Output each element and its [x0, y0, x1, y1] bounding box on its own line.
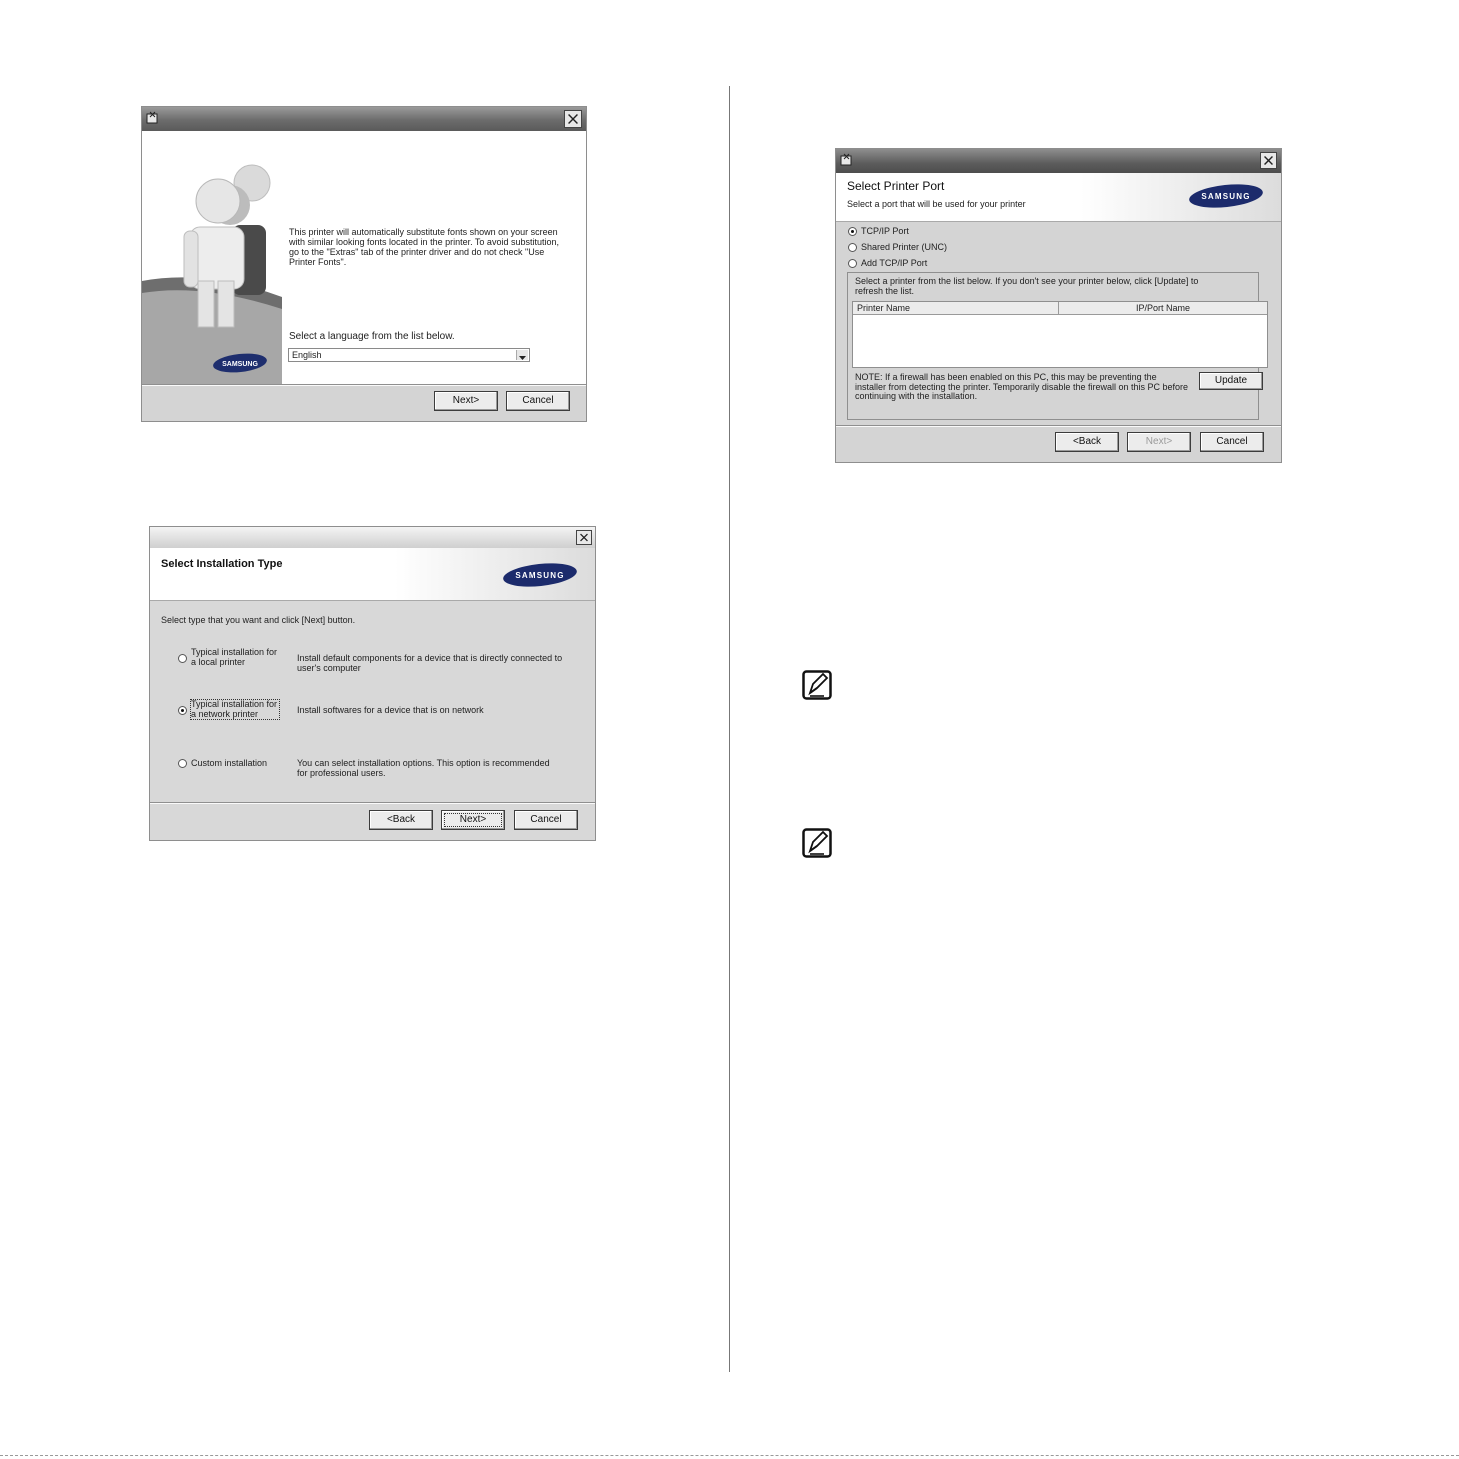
button-area-separator — [836, 425, 1281, 427]
installer-icon — [146, 111, 160, 125]
option-custom-description: You can select installation options. This option is recommended for professional users. — [297, 758, 550, 778]
language-selected: English — [292, 350, 322, 360]
port-add-label[interactable]: Add TCP/IP Port — [861, 258, 928, 268]
printer-list[interactable] — [852, 301, 1268, 368]
option-custom-label[interactable]: Custom installation — [191, 758, 268, 768]
port-shared-label[interactable]: Shared Printer (UNC) — [861, 242, 948, 252]
installation-type-dialog — [149, 526, 596, 841]
printer-list-group — [847, 272, 1259, 420]
logo-text: SAMSUNG — [515, 571, 565, 580]
title-bar — [150, 527, 595, 548]
cancel-button[interactable]: Cancel — [506, 391, 570, 411]
person-illustration — [142, 131, 282, 385]
port-tcpip-label[interactable]: TCP/IP Port — [861, 226, 909, 236]
option-local-radio[interactable] — [178, 654, 187, 663]
samsung-logo — [1188, 183, 1264, 209]
option-network-description: Install softwares for a device that is on network — [297, 705, 484, 715]
port-add-radio[interactable] — [848, 259, 857, 268]
back-button[interactable]: <Back — [1055, 432, 1119, 452]
language-dialog — [141, 106, 587, 422]
update-button[interactable]: Update — [1199, 372, 1263, 390]
printer-port-dialog — [835, 148, 1282, 463]
dialog-header — [150, 548, 595, 601]
option-network-radio[interactable] — [178, 706, 187, 715]
button-area-separator — [150, 802, 595, 804]
close-button[interactable] — [564, 110, 582, 128]
back-button[interactable]: <Back — [369, 810, 433, 830]
column-header-printer-name[interactable]: Printer Name — [853, 302, 1059, 315]
cancel-button[interactable]: Cancel — [1200, 432, 1264, 452]
language-dropdown[interactable] — [288, 348, 530, 362]
dialog-title: Select Printer Port — [847, 179, 945, 193]
note-icon — [802, 670, 832, 700]
column-divider — [729, 86, 730, 1372]
title-bar — [836, 149, 1281, 173]
close-button[interactable] — [1260, 152, 1277, 169]
next-button[interactable]: Next> — [1127, 432, 1191, 452]
next-button[interactable]: Next> — [441, 810, 505, 830]
dialog-title: Select Installation Type — [161, 558, 283, 570]
samsung-logo — [502, 562, 578, 588]
port-shared-radio[interactable] — [848, 243, 857, 252]
note-icon — [802, 828, 832, 858]
column-header-ip-port[interactable]: IP/Port Name — [1059, 302, 1267, 315]
option-network-label[interactable]: Typical installation for a network printer — [191, 699, 278, 719]
close-button[interactable] — [576, 530, 592, 545]
dialog-header — [836, 173, 1281, 222]
language-prompt: Select a language from the list below. — [289, 331, 455, 342]
port-tcpip-radio[interactable] — [848, 227, 857, 236]
title-bar — [142, 107, 586, 131]
option-custom-radio[interactable] — [178, 759, 187, 768]
next-button[interactable]: Next> — [434, 391, 498, 411]
logo-text: SAMSUNG — [1201, 192, 1251, 201]
install-instruction: Select type that you want and click [Next] button. — [161, 615, 356, 625]
firewall-note: NOTE: If a firewall has been enabled on this PC, this may be preventing the installer from detecting the printer. Temporarily disable the firewall on this PC before continuing with the installation. — [855, 372, 1188, 401]
option-local-description: Install default components for a device that is directly connected to user's computer — [297, 653, 563, 673]
substitution-message: This printer will automatically substitute fonts shown on your screen with similar looking fonts located in the printer. To avoid substitution, go to the "Extras" tab of the printer driver and do not check "Use Printer Fonts". — [289, 227, 559, 267]
installer-icon — [840, 153, 854, 167]
chevron-down-icon[interactable] — [516, 350, 528, 360]
list-instruction: Select a printer from the list below. If you don't see your printer below, click [Update] to refresh the list. — [855, 276, 1199, 296]
dialog-subtitle: Select a port that will be used for your printer — [847, 199, 1026, 209]
button-area-separator — [142, 384, 586, 386]
logo-text: SAMSUNG — [222, 361, 258, 368]
samsung-logo — [212, 353, 268, 373]
option-local-label[interactable]: Typical installation for a local printer — [191, 647, 278, 667]
page-bottom-rule — [0, 1455, 1459, 1456]
cancel-button[interactable]: Cancel — [514, 810, 578, 830]
